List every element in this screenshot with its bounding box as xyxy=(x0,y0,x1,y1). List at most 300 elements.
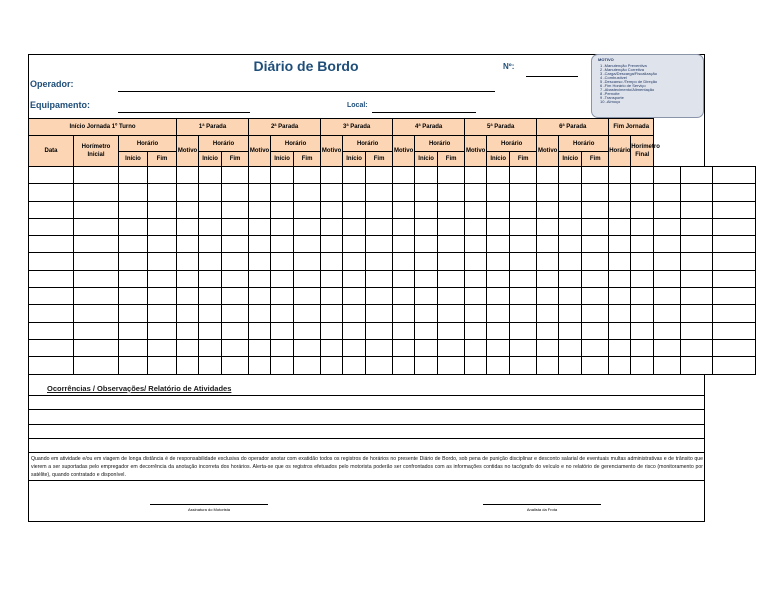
table-cell[interactable] xyxy=(654,288,681,305)
table-cell[interactable] xyxy=(713,184,756,201)
table-cell[interactable] xyxy=(199,236,222,253)
table-cell[interactable] xyxy=(681,253,713,270)
table-cell[interactable] xyxy=(294,201,321,218)
table-cell[interactable] xyxy=(681,236,713,253)
table-cell[interactable] xyxy=(631,357,654,374)
table-cell[interactable] xyxy=(537,184,559,201)
table-cell[interactable] xyxy=(294,322,321,339)
table-cell[interactable] xyxy=(681,167,713,184)
table-cell[interactable] xyxy=(222,236,249,253)
table-cell[interactable] xyxy=(249,167,271,184)
table-cell[interactable] xyxy=(74,339,119,356)
table-cell[interactable] xyxy=(249,236,271,253)
table-cell[interactable] xyxy=(222,322,249,339)
table-cell[interactable] xyxy=(393,184,415,201)
occurrences-line[interactable] xyxy=(28,409,705,410)
table-cell[interactable] xyxy=(559,339,582,356)
table-cell[interactable] xyxy=(559,357,582,374)
table-cell[interactable] xyxy=(654,218,681,235)
driver-signature-line[interactable] xyxy=(150,504,268,505)
table-cell[interactable] xyxy=(119,201,148,218)
table-cell[interactable] xyxy=(321,270,343,287)
table-cell[interactable] xyxy=(510,201,537,218)
table-cell[interactable] xyxy=(393,288,415,305)
table-cell[interactable] xyxy=(393,201,415,218)
table-cell[interactable] xyxy=(74,270,119,287)
table-cell[interactable] xyxy=(29,201,74,218)
table-cell[interactable] xyxy=(119,288,148,305)
table-cell[interactable] xyxy=(582,305,609,322)
table-cell[interactable] xyxy=(465,357,487,374)
table-cell[interactable] xyxy=(559,322,582,339)
table-cell[interactable] xyxy=(681,305,713,322)
table-cell[interactable] xyxy=(609,218,631,235)
table-cell[interactable] xyxy=(438,167,465,184)
table-cell[interactable] xyxy=(537,167,559,184)
table-cell[interactable] xyxy=(321,288,343,305)
table-cell[interactable] xyxy=(582,184,609,201)
table-cell[interactable] xyxy=(487,270,510,287)
table-cell[interactable] xyxy=(321,322,343,339)
table-cell[interactable] xyxy=(343,218,366,235)
table-cell[interactable] xyxy=(271,288,294,305)
table-cell[interactable] xyxy=(119,322,148,339)
table-cell[interactable] xyxy=(271,357,294,374)
table-cell[interactable] xyxy=(148,253,177,270)
table-cell[interactable] xyxy=(199,218,222,235)
table-cell[interactable] xyxy=(119,253,148,270)
table-cell[interactable] xyxy=(559,184,582,201)
table-cell[interactable] xyxy=(74,184,119,201)
table-cell[interactable] xyxy=(631,288,654,305)
table-cell[interactable] xyxy=(119,357,148,374)
table-cell[interactable] xyxy=(343,305,366,322)
table-cell[interactable] xyxy=(438,339,465,356)
table-cell[interactable] xyxy=(177,253,199,270)
analyst-signature-line[interactable] xyxy=(483,504,601,505)
location-field[interactable] xyxy=(372,112,476,113)
table-cell[interactable] xyxy=(119,218,148,235)
table-cell[interactable] xyxy=(222,184,249,201)
table-cell[interactable] xyxy=(271,201,294,218)
table-cell[interactable] xyxy=(559,201,582,218)
table-cell[interactable] xyxy=(29,270,74,287)
table-cell[interactable] xyxy=(713,322,756,339)
table-cell[interactable] xyxy=(487,236,510,253)
table-cell[interactable] xyxy=(465,253,487,270)
table-cell[interactable] xyxy=(465,167,487,184)
table-cell[interactable] xyxy=(119,167,148,184)
table-cell[interactable] xyxy=(438,184,465,201)
table-cell[interactable] xyxy=(438,357,465,374)
table-cell[interactable] xyxy=(271,322,294,339)
table-cell[interactable] xyxy=(271,218,294,235)
table-cell[interactable] xyxy=(222,288,249,305)
table-cell[interactable] xyxy=(465,184,487,201)
table-cell[interactable] xyxy=(222,357,249,374)
table-cell[interactable] xyxy=(609,184,631,201)
table-cell[interactable] xyxy=(713,339,756,356)
table-cell[interactable] xyxy=(609,167,631,184)
table-cell[interactable] xyxy=(119,270,148,287)
table-cell[interactable] xyxy=(29,305,74,322)
table-cell[interactable] xyxy=(537,288,559,305)
table-cell[interactable] xyxy=(609,288,631,305)
table-cell[interactable] xyxy=(343,288,366,305)
operator-field[interactable] xyxy=(118,91,495,92)
table-cell[interactable] xyxy=(271,339,294,356)
table-cell[interactable] xyxy=(177,322,199,339)
table-cell[interactable] xyxy=(321,236,343,253)
table-cell[interactable] xyxy=(177,288,199,305)
table-cell[interactable] xyxy=(465,339,487,356)
table-cell[interactable] xyxy=(294,288,321,305)
occurrences-line[interactable] xyxy=(28,438,705,439)
table-cell[interactable] xyxy=(29,184,74,201)
table-cell[interactable] xyxy=(249,357,271,374)
table-cell[interactable] xyxy=(537,305,559,322)
table-cell[interactable] xyxy=(487,305,510,322)
table-cell[interactable] xyxy=(487,253,510,270)
table-cell[interactable] xyxy=(177,357,199,374)
table-cell[interactable] xyxy=(510,218,537,235)
table-cell[interactable] xyxy=(465,322,487,339)
table-cell[interactable] xyxy=(343,270,366,287)
table-cell[interactable] xyxy=(249,184,271,201)
table-cell[interactable] xyxy=(74,305,119,322)
table-cell[interactable] xyxy=(510,167,537,184)
table-cell[interactable] xyxy=(148,288,177,305)
table-cell[interactable] xyxy=(343,167,366,184)
table-cell[interactable] xyxy=(582,322,609,339)
table-cell[interactable] xyxy=(119,339,148,356)
table-cell[interactable] xyxy=(29,236,74,253)
table-cell[interactable] xyxy=(438,288,465,305)
table-cell[interactable] xyxy=(438,253,465,270)
table-cell[interactable] xyxy=(393,270,415,287)
table-cell[interactable] xyxy=(654,357,681,374)
table-cell[interactable] xyxy=(249,305,271,322)
table-cell[interactable] xyxy=(510,253,537,270)
table-cell[interactable] xyxy=(415,167,438,184)
table-cell[interactable] xyxy=(582,357,609,374)
table-cell[interactable] xyxy=(465,305,487,322)
table-cell[interactable] xyxy=(465,218,487,235)
table-cell[interactable] xyxy=(199,184,222,201)
table-cell[interactable] xyxy=(582,201,609,218)
table-cell[interactable] xyxy=(582,253,609,270)
table-cell[interactable] xyxy=(29,253,74,270)
table-cell[interactable] xyxy=(343,184,366,201)
table-cell[interactable] xyxy=(415,339,438,356)
table-cell[interactable] xyxy=(271,236,294,253)
table-cell[interactable] xyxy=(631,339,654,356)
table-cell[interactable] xyxy=(713,253,756,270)
table-cell[interactable] xyxy=(654,184,681,201)
table-cell[interactable] xyxy=(321,305,343,322)
table-cell[interactable] xyxy=(343,357,366,374)
table-cell[interactable] xyxy=(321,184,343,201)
table-cell[interactable] xyxy=(199,270,222,287)
table-cell[interactable] xyxy=(29,167,74,184)
table-cell[interactable] xyxy=(559,270,582,287)
table-cell[interactable] xyxy=(713,236,756,253)
table-cell[interactable] xyxy=(559,236,582,253)
table-cell[interactable] xyxy=(249,288,271,305)
table-cell[interactable] xyxy=(510,270,537,287)
table-cell[interactable] xyxy=(294,270,321,287)
table-cell[interactable] xyxy=(177,339,199,356)
table-cell[interactable] xyxy=(631,253,654,270)
table-cell[interactable] xyxy=(294,184,321,201)
table-cell[interactable] xyxy=(343,339,366,356)
table-cell[interactable] xyxy=(177,305,199,322)
table-cell[interactable] xyxy=(609,201,631,218)
table-cell[interactable] xyxy=(681,270,713,287)
table-cell[interactable] xyxy=(148,357,177,374)
table-cell[interactable] xyxy=(415,322,438,339)
table-cell[interactable] xyxy=(438,322,465,339)
table-cell[interactable] xyxy=(537,236,559,253)
table-cell[interactable] xyxy=(199,253,222,270)
table-cell[interactable] xyxy=(249,218,271,235)
table-cell[interactable] xyxy=(222,253,249,270)
table-cell[interactable] xyxy=(393,253,415,270)
table-cell[interactable] xyxy=(654,339,681,356)
table-cell[interactable] xyxy=(366,305,393,322)
table-cell[interactable] xyxy=(393,218,415,235)
table-cell[interactable] xyxy=(559,253,582,270)
table-cell[interactable] xyxy=(119,184,148,201)
table-cell[interactable] xyxy=(366,253,393,270)
table-cell[interactable] xyxy=(199,322,222,339)
table-cell[interactable] xyxy=(271,184,294,201)
occurrences-line[interactable] xyxy=(28,395,705,396)
table-cell[interactable] xyxy=(487,201,510,218)
table-cell[interactable] xyxy=(631,270,654,287)
table-cell[interactable] xyxy=(438,236,465,253)
table-cell[interactable] xyxy=(343,322,366,339)
table-cell[interactable] xyxy=(366,167,393,184)
table-cell[interactable] xyxy=(148,167,177,184)
table-cell[interactable] xyxy=(74,288,119,305)
table-cell[interactable] xyxy=(393,167,415,184)
table-cell[interactable] xyxy=(415,253,438,270)
table-cell[interactable] xyxy=(582,339,609,356)
table-cell[interactable] xyxy=(487,167,510,184)
table-cell[interactable] xyxy=(177,167,199,184)
table-cell[interactable] xyxy=(294,339,321,356)
table-cell[interactable] xyxy=(609,253,631,270)
table-cell[interactable] xyxy=(148,339,177,356)
table-cell[interactable] xyxy=(654,236,681,253)
table-cell[interactable] xyxy=(74,322,119,339)
table-cell[interactable] xyxy=(294,305,321,322)
table-cell[interactable] xyxy=(582,270,609,287)
table-cell[interactable] xyxy=(654,253,681,270)
table-cell[interactable] xyxy=(510,305,537,322)
table-cell[interactable] xyxy=(609,270,631,287)
table-cell[interactable] xyxy=(271,167,294,184)
table-cell[interactable] xyxy=(681,322,713,339)
table-cell[interactable] xyxy=(271,270,294,287)
table-cell[interactable] xyxy=(681,201,713,218)
table-cell[interactable] xyxy=(249,201,271,218)
table-cell[interactable] xyxy=(609,339,631,356)
table-cell[interactable] xyxy=(582,288,609,305)
table-cell[interactable] xyxy=(366,236,393,253)
table-cell[interactable] xyxy=(199,339,222,356)
table-cell[interactable] xyxy=(654,270,681,287)
table-cell[interactable] xyxy=(438,201,465,218)
table-cell[interactable] xyxy=(681,288,713,305)
table-cell[interactable] xyxy=(438,305,465,322)
table-cell[interactable] xyxy=(199,357,222,374)
table-cell[interactable] xyxy=(559,305,582,322)
table-cell[interactable] xyxy=(74,167,119,184)
table-cell[interactable] xyxy=(510,236,537,253)
table-cell[interactable] xyxy=(294,253,321,270)
table-cell[interactable] xyxy=(510,288,537,305)
table-cell[interactable] xyxy=(681,184,713,201)
table-cell[interactable] xyxy=(199,288,222,305)
table-cell[interactable] xyxy=(654,167,681,184)
table-cell[interactable] xyxy=(366,218,393,235)
table-cell[interactable] xyxy=(199,167,222,184)
table-cell[interactable] xyxy=(559,167,582,184)
table-cell[interactable] xyxy=(631,322,654,339)
table-cell[interactable] xyxy=(294,236,321,253)
table-cell[interactable] xyxy=(366,339,393,356)
table-cell[interactable] xyxy=(631,305,654,322)
table-cell[interactable] xyxy=(343,236,366,253)
table-cell[interactable] xyxy=(343,253,366,270)
table-cell[interactable] xyxy=(487,322,510,339)
table-cell[interactable] xyxy=(654,305,681,322)
table-cell[interactable] xyxy=(249,322,271,339)
table-cell[interactable] xyxy=(465,201,487,218)
table-cell[interactable] xyxy=(713,288,756,305)
table-cell[interactable] xyxy=(222,218,249,235)
table-cell[interactable] xyxy=(271,253,294,270)
table-cell[interactable] xyxy=(29,218,74,235)
table-cell[interactable] xyxy=(465,236,487,253)
table-cell[interactable] xyxy=(537,339,559,356)
table-cell[interactable] xyxy=(366,357,393,374)
table-cell[interactable] xyxy=(177,236,199,253)
table-cell[interactable] xyxy=(393,305,415,322)
table-cell[interactable] xyxy=(438,218,465,235)
table-cell[interactable] xyxy=(537,253,559,270)
table-cell[interactable] xyxy=(465,288,487,305)
table-cell[interactable] xyxy=(487,218,510,235)
table-cell[interactable] xyxy=(148,236,177,253)
table-cell[interactable] xyxy=(582,236,609,253)
table-cell[interactable] xyxy=(465,270,487,287)
table-cell[interactable] xyxy=(271,305,294,322)
table-cell[interactable] xyxy=(249,270,271,287)
table-cell[interactable] xyxy=(510,357,537,374)
table-cell[interactable] xyxy=(199,305,222,322)
number-field[interactable] xyxy=(526,76,578,77)
occurrences-line[interactable] xyxy=(28,424,705,425)
table-cell[interactable] xyxy=(713,357,756,374)
table-cell[interactable] xyxy=(29,357,74,374)
table-cell[interactable] xyxy=(393,357,415,374)
equipment-field[interactable] xyxy=(118,112,250,113)
table-cell[interactable] xyxy=(415,236,438,253)
table-cell[interactable] xyxy=(177,184,199,201)
table-cell[interactable] xyxy=(321,339,343,356)
table-cell[interactable] xyxy=(537,322,559,339)
table-cell[interactable] xyxy=(487,339,510,356)
table-cell[interactable] xyxy=(631,236,654,253)
table-cell[interactable] xyxy=(713,218,756,235)
table-cell[interactable] xyxy=(393,339,415,356)
table-cell[interactable] xyxy=(510,184,537,201)
table-cell[interactable] xyxy=(631,167,654,184)
table-cell[interactable] xyxy=(148,305,177,322)
table-cell[interactable] xyxy=(148,322,177,339)
table-cell[interactable] xyxy=(222,167,249,184)
table-cell[interactable] xyxy=(510,322,537,339)
table-cell[interactable] xyxy=(74,218,119,235)
table-cell[interactable] xyxy=(559,288,582,305)
table-cell[interactable] xyxy=(148,218,177,235)
table-cell[interactable] xyxy=(713,270,756,287)
table-cell[interactable] xyxy=(321,201,343,218)
table-cell[interactable] xyxy=(415,201,438,218)
table-cell[interactable] xyxy=(321,357,343,374)
table-cell[interactable] xyxy=(249,253,271,270)
table-cell[interactable] xyxy=(177,201,199,218)
table-cell[interactable] xyxy=(681,339,713,356)
table-cell[interactable] xyxy=(222,305,249,322)
table-cell[interactable] xyxy=(74,253,119,270)
table-cell[interactable] xyxy=(415,184,438,201)
table-cell[interactable] xyxy=(119,305,148,322)
table-cell[interactable] xyxy=(366,288,393,305)
table-cell[interactable] xyxy=(487,288,510,305)
table-cell[interactable] xyxy=(510,339,537,356)
table-cell[interactable] xyxy=(415,288,438,305)
table-cell[interactable] xyxy=(29,322,74,339)
table-cell[interactable] xyxy=(119,236,148,253)
table-cell[interactable] xyxy=(681,218,713,235)
table-cell[interactable] xyxy=(609,322,631,339)
table-cell[interactable] xyxy=(366,322,393,339)
table-cell[interactable] xyxy=(631,201,654,218)
table-cell[interactable] xyxy=(321,218,343,235)
table-cell[interactable] xyxy=(713,201,756,218)
table-cell[interactable] xyxy=(487,184,510,201)
table-cell[interactable] xyxy=(609,305,631,322)
table-cell[interactable] xyxy=(415,305,438,322)
table-cell[interactable] xyxy=(393,236,415,253)
table-cell[interactable] xyxy=(29,339,74,356)
table-cell[interactable] xyxy=(713,167,756,184)
table-cell[interactable] xyxy=(74,201,119,218)
table-cell[interactable] xyxy=(74,236,119,253)
table-cell[interactable] xyxy=(713,305,756,322)
table-cell[interactable] xyxy=(559,218,582,235)
table-cell[interactable] xyxy=(631,184,654,201)
table-cell[interactable] xyxy=(415,270,438,287)
table-cell[interactable] xyxy=(177,218,199,235)
table-cell[interactable] xyxy=(148,184,177,201)
table-cell[interactable] xyxy=(654,201,681,218)
table-cell[interactable] xyxy=(366,184,393,201)
